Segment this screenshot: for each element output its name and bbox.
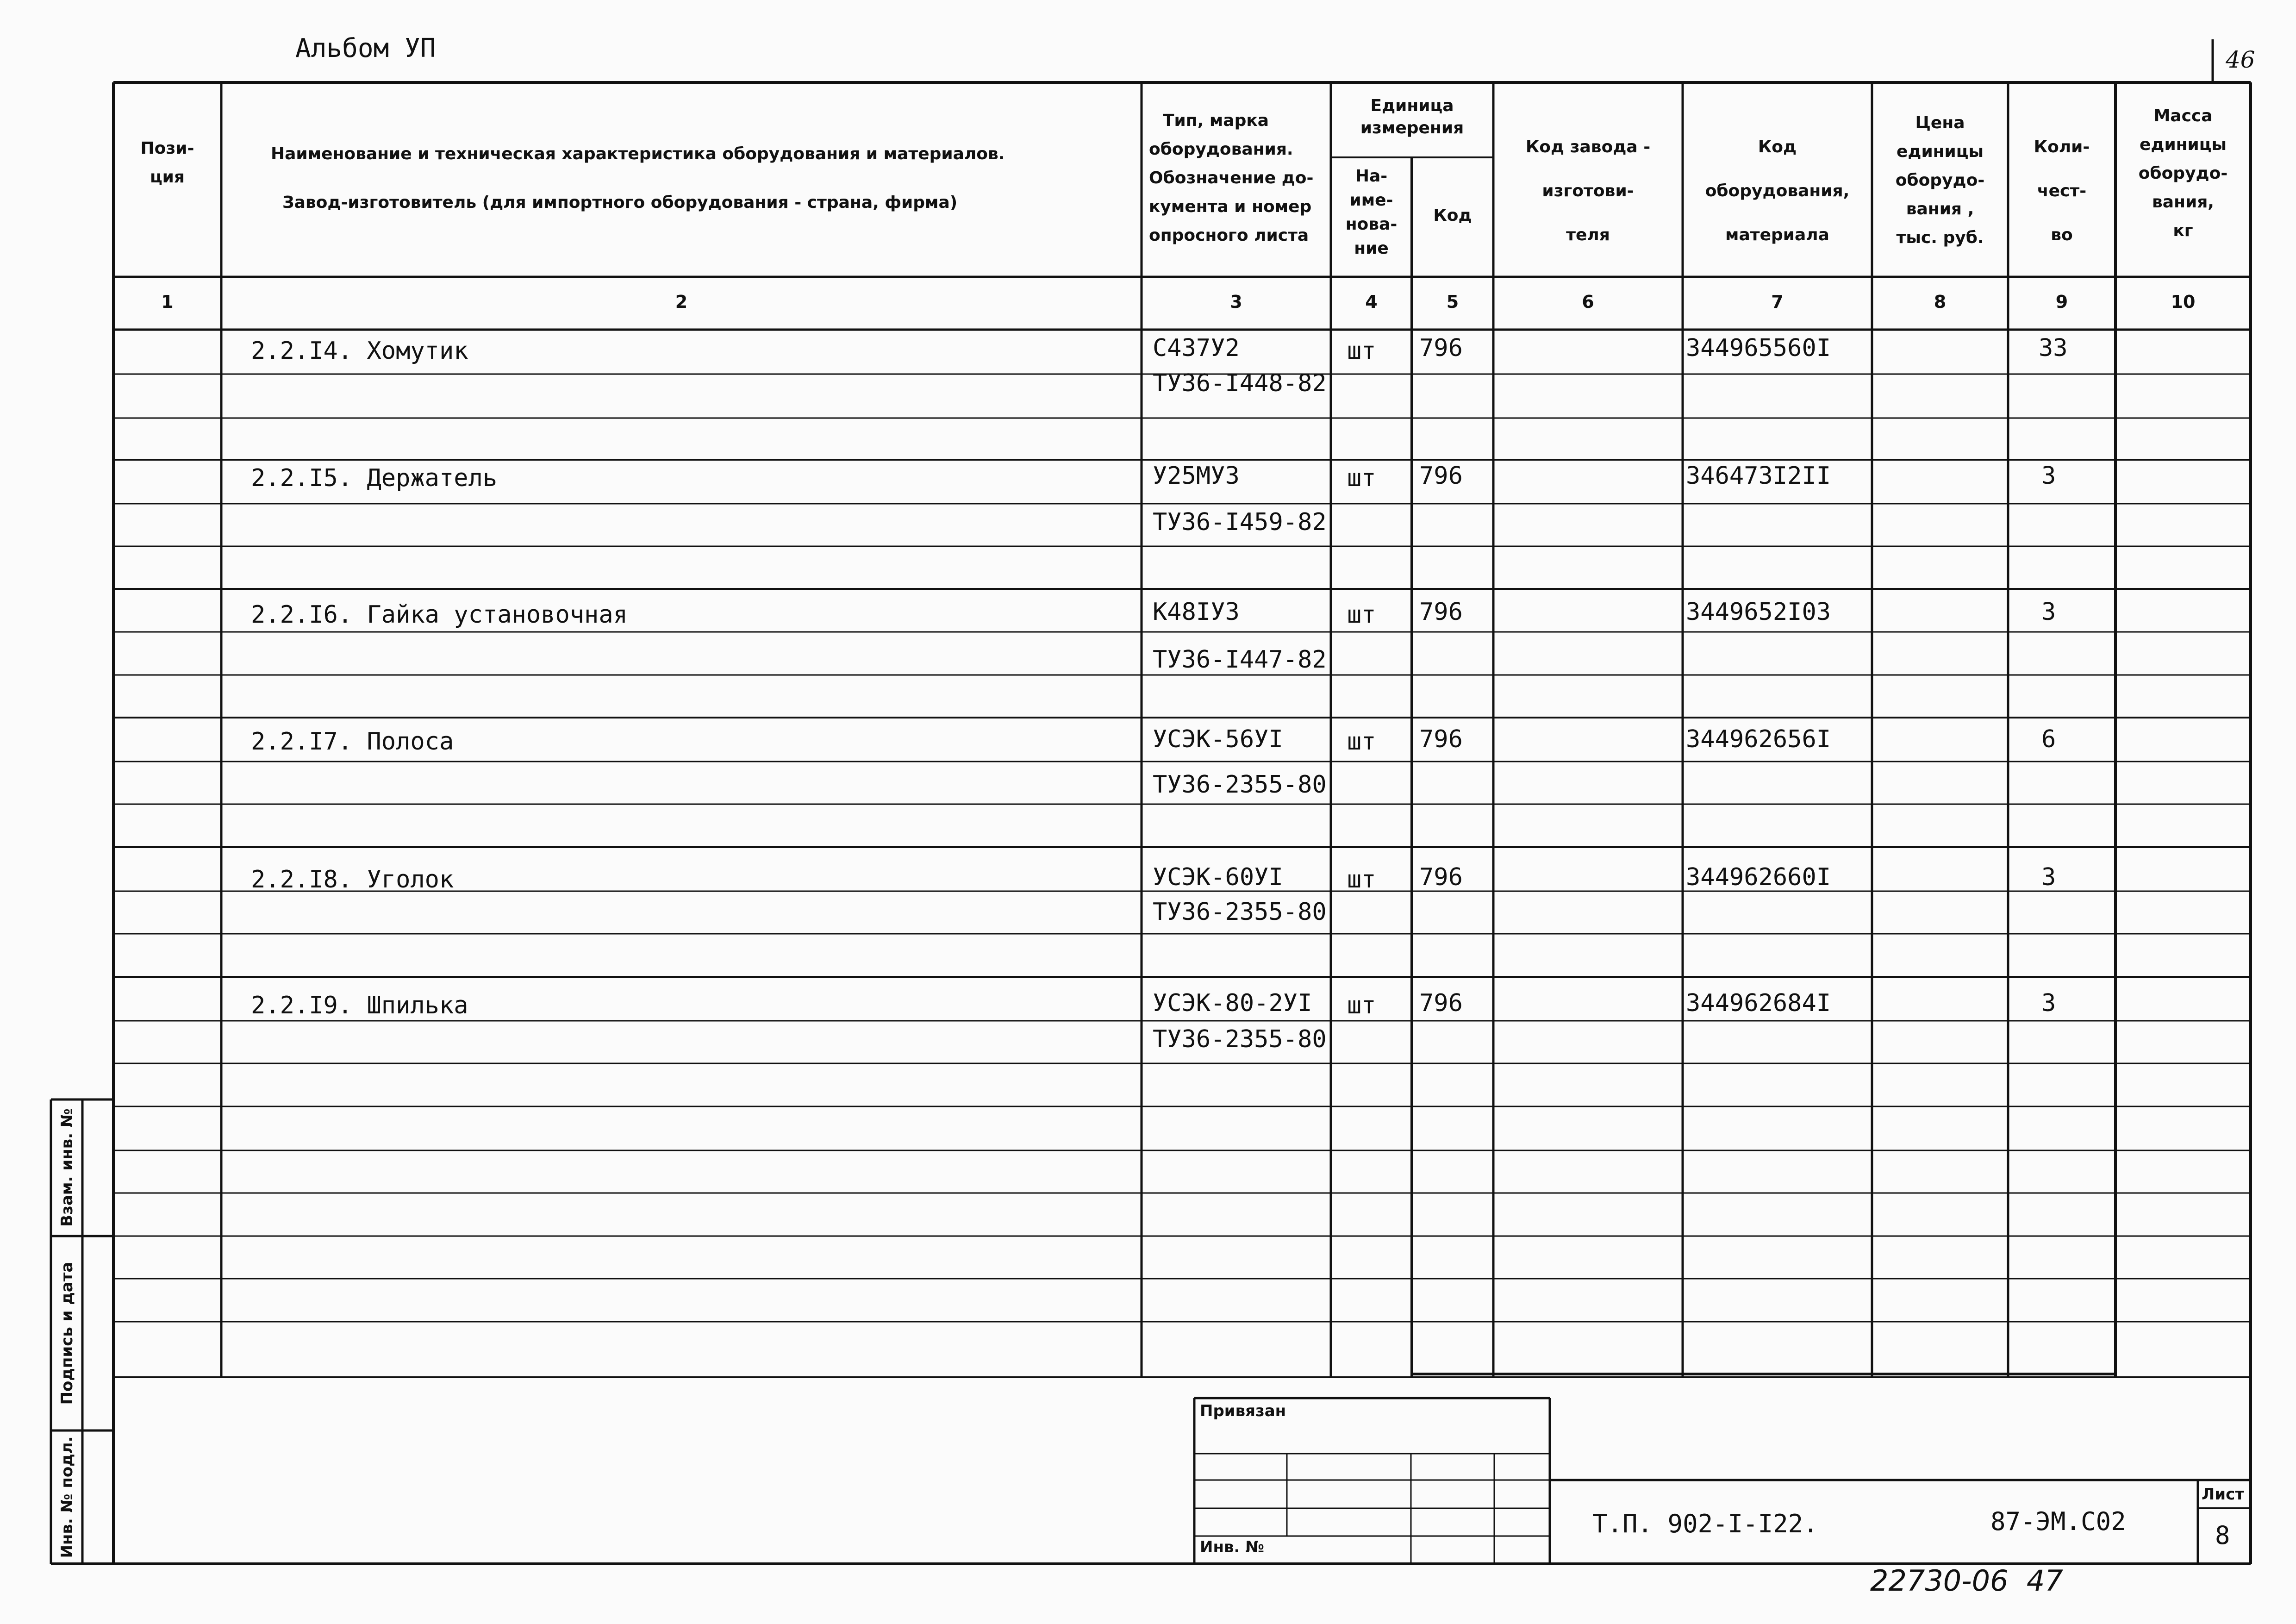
- row-eq-code: 344962656I: [1686, 725, 1831, 753]
- row-unit: шт: [1347, 728, 1376, 756]
- row-qty: 3: [2041, 598, 2056, 626]
- col-num-1: 1: [161, 292, 174, 312]
- col-num-5: 5: [1446, 292, 1459, 312]
- header-name: Наименование и техническая характеристика оборудования и материалов. Завод-изготовитель (для импортного оборудования - страна, фирма): [271, 144, 1005, 212]
- header-equipment-code: Код оборудования, материала: [1705, 137, 1850, 244]
- row-type: УСЭК-56УI: [1153, 725, 1283, 753]
- row-eq-code: 344965560I: [1686, 334, 1831, 362]
- col-num-6: 6: [1582, 292, 1594, 312]
- row-code: 796: [1419, 598, 1463, 626]
- stamp-privyazan: Привязан: [1200, 1402, 1286, 1420]
- row-unit: шт: [1347, 337, 1376, 365]
- row-code: 796: [1419, 462, 1463, 490]
- row-doc: ТУ36-2355-80: [1153, 771, 1327, 799]
- row-name: 2.2.I9. Шпилька: [251, 992, 468, 1019]
- album-title: Альбом УП: [295, 33, 436, 63]
- row-unit: шт: [1347, 601, 1376, 629]
- row-qty: 3: [2041, 989, 2056, 1017]
- header-unit: Единица измерения: [1360, 96, 1464, 137]
- col-num-9: 9: [2055, 292, 2068, 312]
- row-name: 2.2.I8. Уголок: [251, 866, 454, 893]
- header-unit-code: Код: [1433, 206, 1472, 225]
- side-label-inv: Инв. № подл.: [58, 1436, 76, 1558]
- row-eq-code: 344962684I: [1686, 989, 1831, 1017]
- row-code: 796: [1419, 725, 1463, 753]
- bottom-number: 22730-06 47: [1870, 1564, 2063, 1598]
- row-name: 2.2.I6. Гайка установочная: [251, 601, 628, 629]
- row-doc: ТУ36-2355-80: [1153, 1025, 1327, 1053]
- col-num-10: 10: [2171, 292, 2196, 312]
- header-unit-name: На- име- нова- ние: [1345, 167, 1398, 258]
- row-qty: 33: [2039, 334, 2068, 362]
- row-doc: ТУ36-I447-82: [1153, 646, 1327, 674]
- stamp-doc-code: Т.П. 902-I-I22.: [1592, 1509, 1818, 1538]
- row-name: 2.2.I5. Держатель: [251, 464, 498, 492]
- row-code: 796: [1419, 334, 1463, 362]
- row-name: 2.2.I4. Хомутик: [251, 337, 468, 365]
- row-type: С437У2: [1153, 334, 1240, 362]
- header-unit-mass: Масса единицы оборудо- вания, кг: [2138, 106, 2228, 240]
- row-name: 2.2.I7. Полоса: [251, 728, 454, 756]
- row-doc: ТУ36-I459-82: [1153, 508, 1327, 536]
- row-qty: 6: [2041, 725, 2056, 753]
- col-num-3: 3: [1230, 292, 1242, 312]
- row-type: УСЭК-80-2УI: [1153, 989, 1312, 1017]
- row-doc: ТУ36-2355-80: [1153, 898, 1327, 926]
- row-code: 796: [1419, 863, 1463, 891]
- row-code: 796: [1419, 989, 1463, 1017]
- row-doc: ТУ36-I448-82: [1153, 369, 1327, 397]
- stamp-sheet-label: Лист: [2202, 1485, 2244, 1504]
- col-num-4: 4: [1365, 292, 1378, 312]
- side-label-podpis: Подпись и дата: [58, 1262, 76, 1405]
- row-unit: шт: [1347, 464, 1376, 492]
- header-unit-price: Цена единицы оборудо- вания , тыс. руб.: [1895, 113, 1985, 247]
- col-num-7: 7: [1771, 292, 1784, 312]
- col-num-8: 8: [1934, 292, 1947, 312]
- col-num-2: 2: [675, 292, 688, 312]
- side-label-vzam: Взам. инв. №: [58, 1108, 76, 1227]
- header-type: Тип, марка оборудования. Обозначение до- кумента и номер опросного листа: [1149, 111, 1314, 245]
- stamp-inv-no: Инв. №: [1200, 1538, 1265, 1556]
- row-qty: 3: [2041, 863, 2056, 891]
- header-maker-code: Код завода - изготови- теля: [1525, 137, 1651, 244]
- row-eq-code: 344962660I: [1686, 863, 1831, 891]
- stamp-sheet-number: 8: [2215, 1521, 2230, 1550]
- row-type: УСЭК-60УI: [1153, 863, 1283, 891]
- row-unit: шт: [1347, 992, 1376, 1019]
- corner-page-number: 46: [2226, 46, 2255, 73]
- row-eq-code: 3449652I03: [1686, 598, 1831, 626]
- header-position: Пози- ция: [140, 139, 194, 187]
- row-eq-code: 346473I2II: [1686, 462, 1831, 490]
- row-type: К48IУ3: [1153, 598, 1240, 626]
- row-unit: шт: [1347, 866, 1376, 893]
- stamp-doc-suffix: 87-ЭМ.С02: [1990, 1507, 2126, 1536]
- row-qty: 3: [2041, 462, 2056, 490]
- header-quantity: Коли- чест- во: [2034, 137, 2090, 244]
- row-type: У25МУ3: [1153, 462, 1240, 490]
